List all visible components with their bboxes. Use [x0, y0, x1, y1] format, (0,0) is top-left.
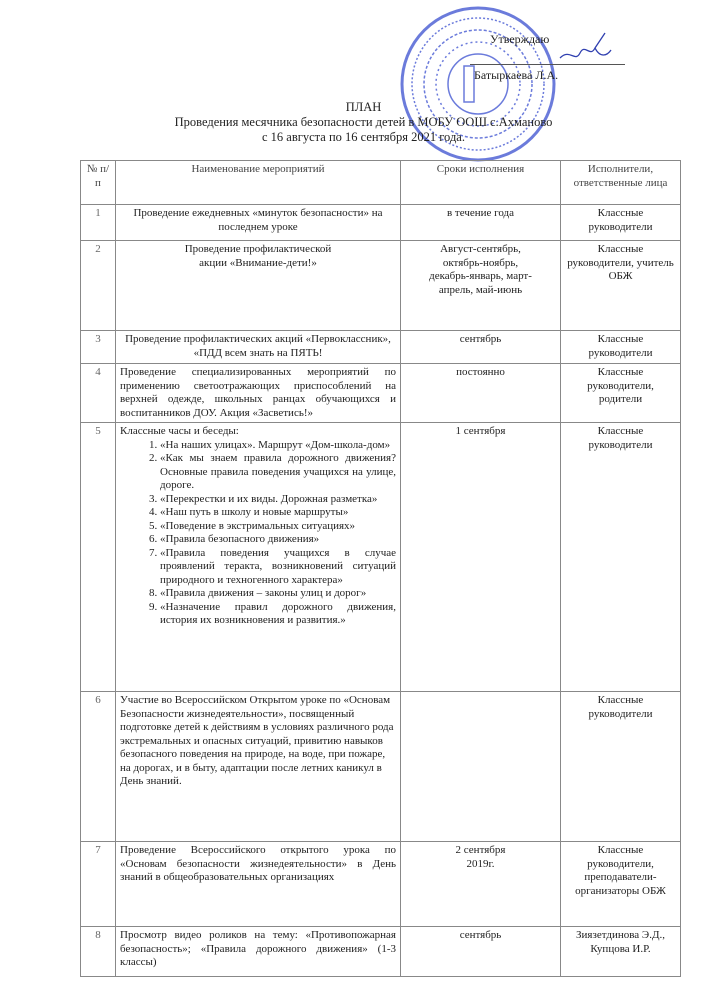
- row-resp: Классные руководители, преподаватели-организаторы ОБЖ: [561, 842, 681, 927]
- table-row: [81, 241, 681, 331]
- table-row: [81, 927, 681, 977]
- list-item: 3. «Перекрестки и их виды. Дорожная разметка»: [160, 493, 396, 507]
- list-item: 4. «Наш путь в школу и новые маршруты»: [160, 506, 396, 520]
- row-name: Проведение профилактической акции «Внимание-дети!»: [116, 241, 401, 331]
- row-resp: Классные руководители: [561, 331, 681, 364]
- row-term: Август-сентябрь, октябрь-ноябрь, декабрь-январь, март- апрель, май-июнь: [401, 241, 561, 331]
- list-item: 7. «Правила поведения учащихся в случае проявлений теракта, возникновений ситуаций природного и техногенного характера»: [160, 547, 396, 588]
- list-item: 6. «Правила безопасного движения»: [160, 533, 396, 547]
- list-item: 8. «Правила движения – законы улиц и дорог»: [160, 587, 396, 601]
- row-name: Участие во Всероссийском Открытом уроке по «Основам Безопасности жизнедеятельности», посвященный подготовке детей к действиям в условиях различного рода экстремальных и опасных ситуаций, привитию навыков безопасного поведения на природе, на воде, при пожаре, на дорогах, и в быту, адаптации после летних каникул в День знаний.: [116, 692, 401, 842]
- col-term: Сроки исполнения: [401, 161, 561, 205]
- table-row: [81, 423, 681, 692]
- list-item: 2. «Как мы знаем правила дорожного движения? Основные правила поведения учащихся на улице, дороге.: [160, 452, 396, 493]
- signature: [555, 28, 615, 68]
- row-term: 2 сентября 2019г.: [401, 842, 561, 927]
- row-num: 5: [81, 423, 116, 692]
- topic-list: [120, 439, 396, 628]
- signature-line: [470, 64, 625, 65]
- doc-subtitle: Проведения месячника безопасности детей в МОБУ ООШ с.Ахманово: [174, 115, 553, 129]
- row-num: 8: [81, 927, 116, 977]
- list-item: 5. «Поведение в экстримальных ситуациях»: [160, 520, 396, 534]
- row-resp: Классные руководители, учитель ОБЖ: [561, 241, 681, 331]
- row-resp: Классные руководители: [561, 423, 681, 692]
- row-term: постоянно: [401, 364, 561, 423]
- approve-label: Утверждаю: [490, 32, 550, 46]
- list-item: 9. «Назначение правил дорожного движения, история их возникновения и развития.»: [160, 601, 396, 628]
- table-header: [81, 161, 681, 205]
- table-row: [81, 364, 681, 423]
- row-name: Проведение профилактических акций «Первоклассник», «ПДД всем знать на ПЯТЬ!: [116, 331, 401, 364]
- col-resp: Исполнители, ответственные лица: [561, 161, 681, 205]
- table-row: [81, 205, 681, 241]
- row-term: сентябрь: [401, 927, 561, 977]
- table-row: [81, 692, 681, 842]
- row-name: Проведение ежедневных «минуток безопасности» на последнем уроке: [116, 205, 401, 241]
- row-num: 3: [81, 331, 116, 364]
- row-num: 4: [81, 364, 116, 423]
- doc-title: ПЛАН: [345, 100, 382, 114]
- row-term: [401, 692, 561, 842]
- row-name: [116, 423, 401, 692]
- row-name-heading: Классные часы и беседы:: [120, 425, 239, 437]
- row-name: Проведение Всероссийского открытого урока по «Основам безопасности жизнедеятельности» в День знаний в общеобразовательных организациях: [116, 842, 401, 927]
- list-item: 1. «На наших улицах». Маршрут «Дом-школа-дом»: [160, 439, 396, 453]
- doc-period: с 16 августа по 16 сентября 2021 года.: [262, 130, 465, 144]
- approver-name: Батыркаева Л.А.: [474, 68, 559, 82]
- col-num: № п/п: [81, 161, 116, 205]
- table-row: [81, 842, 681, 927]
- row-term: сентябрь: [401, 331, 561, 364]
- row-term: 1 сентября: [401, 423, 561, 692]
- row-resp: Зиязетдинова Э.Д., Купцова И.Р.: [561, 927, 681, 977]
- row-num: 7: [81, 842, 116, 927]
- row-name: Просмотр видео роликов на тему: «Противопожарная безопасность»; «Правила дорожного движения» (1-3 классы): [116, 927, 401, 977]
- row-resp: Классные руководители: [561, 692, 681, 842]
- col-name: Наименование мероприятий: [116, 161, 401, 205]
- table-row: [81, 331, 681, 364]
- row-num: 2: [81, 241, 116, 331]
- plan-table: [80, 160, 681, 977]
- row-resp: Классные руководители, родители: [561, 364, 681, 423]
- row-num: 6: [81, 692, 116, 842]
- row-name: Проведение специализированных мероприятий по применению светоотражающих приспособлений на верхней одежде, школьных ранцах обучающихся и воспитанников ДОУ. Акция «Засветись!»: [116, 364, 401, 423]
- row-num: 1: [81, 205, 116, 241]
- row-term: в течение года: [401, 205, 561, 241]
- row-resp: Классные руководители: [561, 205, 681, 241]
